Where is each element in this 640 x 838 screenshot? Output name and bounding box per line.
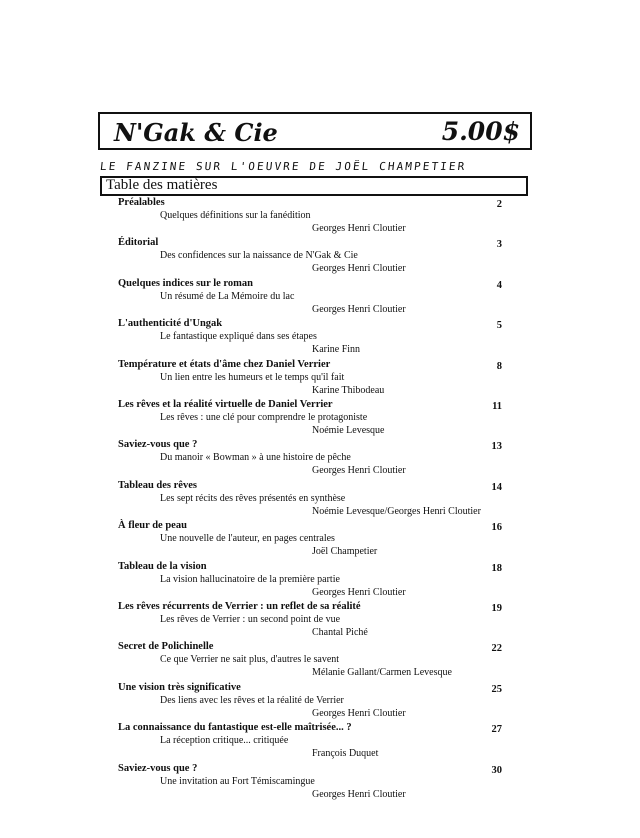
toc-entry-description: Ce que Verrier ne sait plus, d'autres le savent (160, 654, 340, 666)
toc-entry-description: La vision hallucinatoire de la première partie (160, 573, 340, 585)
toc-title: Table des matières (106, 177, 218, 193)
toc-entry-author: Georges Henri Cloutier (312, 586, 406, 598)
toc-entry-author: Noémie Levesque (312, 425, 385, 436)
toc-entry-author: Georges Henri Cloutier (312, 303, 406, 315)
toc-entry-page: 3 (496, 239, 502, 251)
toc-entry-title: Saviez-vous que ? (118, 762, 198, 774)
toc-entry-page: 25 (491, 683, 502, 695)
toc-entry-description: Le fantastique expliqué dans ses étapes (160, 331, 317, 343)
toc-entry-title: Les rêves récurrents de Verrier : un reflet de sa réalité (118, 601, 361, 612)
toc-entry-description: Une invitation au Fort Témiscamingue (160, 775, 315, 787)
masthead-box (98, 112, 532, 150)
toc-entry-author: Mélanie Gallant/Carmen Levesque (312, 667, 452, 679)
toc-entry-page: 18 (491, 562, 502, 574)
toc-entry-author: François Duquet (312, 748, 379, 760)
toc-entry-page: 16 (491, 522, 502, 534)
toc-entry-title: Quelques indices sur le roman (118, 277, 253, 289)
fanzine-title: N'Gak & Cie (114, 118, 278, 147)
toc-entry-title: L'authenticité d'Ungak (118, 318, 223, 330)
toc-entry-title: Température et états d'âme chez Daniel Verrier (118, 358, 331, 370)
toc-entry-author: Georges Henri Cloutier (312, 788, 406, 800)
toc-entry-description: Quelques définitions sur la fanédition (160, 210, 311, 221)
toc-entry-page: 19 (491, 603, 502, 614)
toc-entry-description: Des confidences sur la naissance de N'Gak & Cie (160, 250, 358, 262)
fanzine-subtitle: LE FANZINE SUR L'OEUVRE DE JOËL CHAMPETIER (99, 160, 468, 173)
toc-entry-page: 30 (491, 764, 502, 776)
toc-entry-author: Chantal Piché (312, 627, 368, 638)
toc-entry-page: 11 (492, 401, 502, 412)
toc-entry-description: Les sept récits des rêves présentés en synthèse (160, 492, 346, 504)
toc-entry-title: La connaissance du fantastique est-elle maîtrisée... ? (118, 722, 352, 734)
toc-entry-title: Secret de Polichinelle (118, 641, 214, 653)
toc-entry-description: Des liens avec les rêves et la réalité de Verrier (160, 694, 344, 706)
toc-entry-author: Karine Thibodeau (312, 384, 385, 396)
toc-entry-author: Georges Henri Cloutier (312, 707, 406, 719)
toc-entry-author: Karine Finn (312, 344, 361, 356)
toc-entry-page: 14 (491, 481, 502, 493)
toc-entry-title: Tableau des rêves (118, 479, 197, 491)
toc-entry-description: Un lien entre les humeurs et le temps qu'il fait (160, 371, 345, 383)
toc-heading-box (100, 176, 528, 196)
toc-entry-title: Tableau de la vision (118, 560, 207, 572)
toc-entry-title: Éditorial (118, 237, 159, 249)
toc-entry-page: 8 (496, 360, 502, 372)
toc-entry-description: Un résumé de La Mémoire du lac (160, 290, 295, 302)
toc-entry-page: 22 (491, 643, 502, 655)
toc-entry-author: Georges Henri Cloutier (312, 465, 406, 477)
toc-entry-author: Noémie Levesque/Georges Henri Cloutier (312, 505, 481, 517)
price-label: 5.00$ (441, 117, 520, 146)
toc-entry-page: 2 (496, 199, 502, 210)
toc-entry-title: À fleur de peau (118, 520, 187, 532)
toc-entry-description: Les rêves : une clé pour comprendre le protagoniste (160, 412, 368, 423)
toc-entry-page: 13 (491, 441, 502, 453)
toc-entry-title: Préalables (118, 197, 165, 208)
toc-entry-description: Du manoir « Bowman » à une histoire de pêche (160, 452, 351, 464)
toc-entry-description: Les rêves de Verrier : un second point de vue (160, 614, 341, 625)
toc-entry-author: Joël Champetier (312, 546, 378, 558)
toc-entry-description: Une nouvelle de l'auteur, en pages centrales (160, 533, 335, 545)
toc-entry-description: La réception critique... critiquée (160, 735, 289, 747)
toc-entry-page: 5 (496, 320, 502, 332)
toc-entry-page: 27 (491, 724, 502, 736)
toc-entry-page: 4 (496, 279, 502, 291)
toc-entry-title: Les rêves et la réalité virtuelle de Daniel Verrier (118, 399, 333, 410)
toc-entry-title: Saviez-vous que ? (118, 439, 198, 451)
toc-entry-author: Georges Henri Cloutier (312, 223, 406, 234)
toc-entry-author: Georges Henri Cloutier (312, 263, 406, 275)
toc-entry-title: Une vision très significative (118, 681, 241, 693)
